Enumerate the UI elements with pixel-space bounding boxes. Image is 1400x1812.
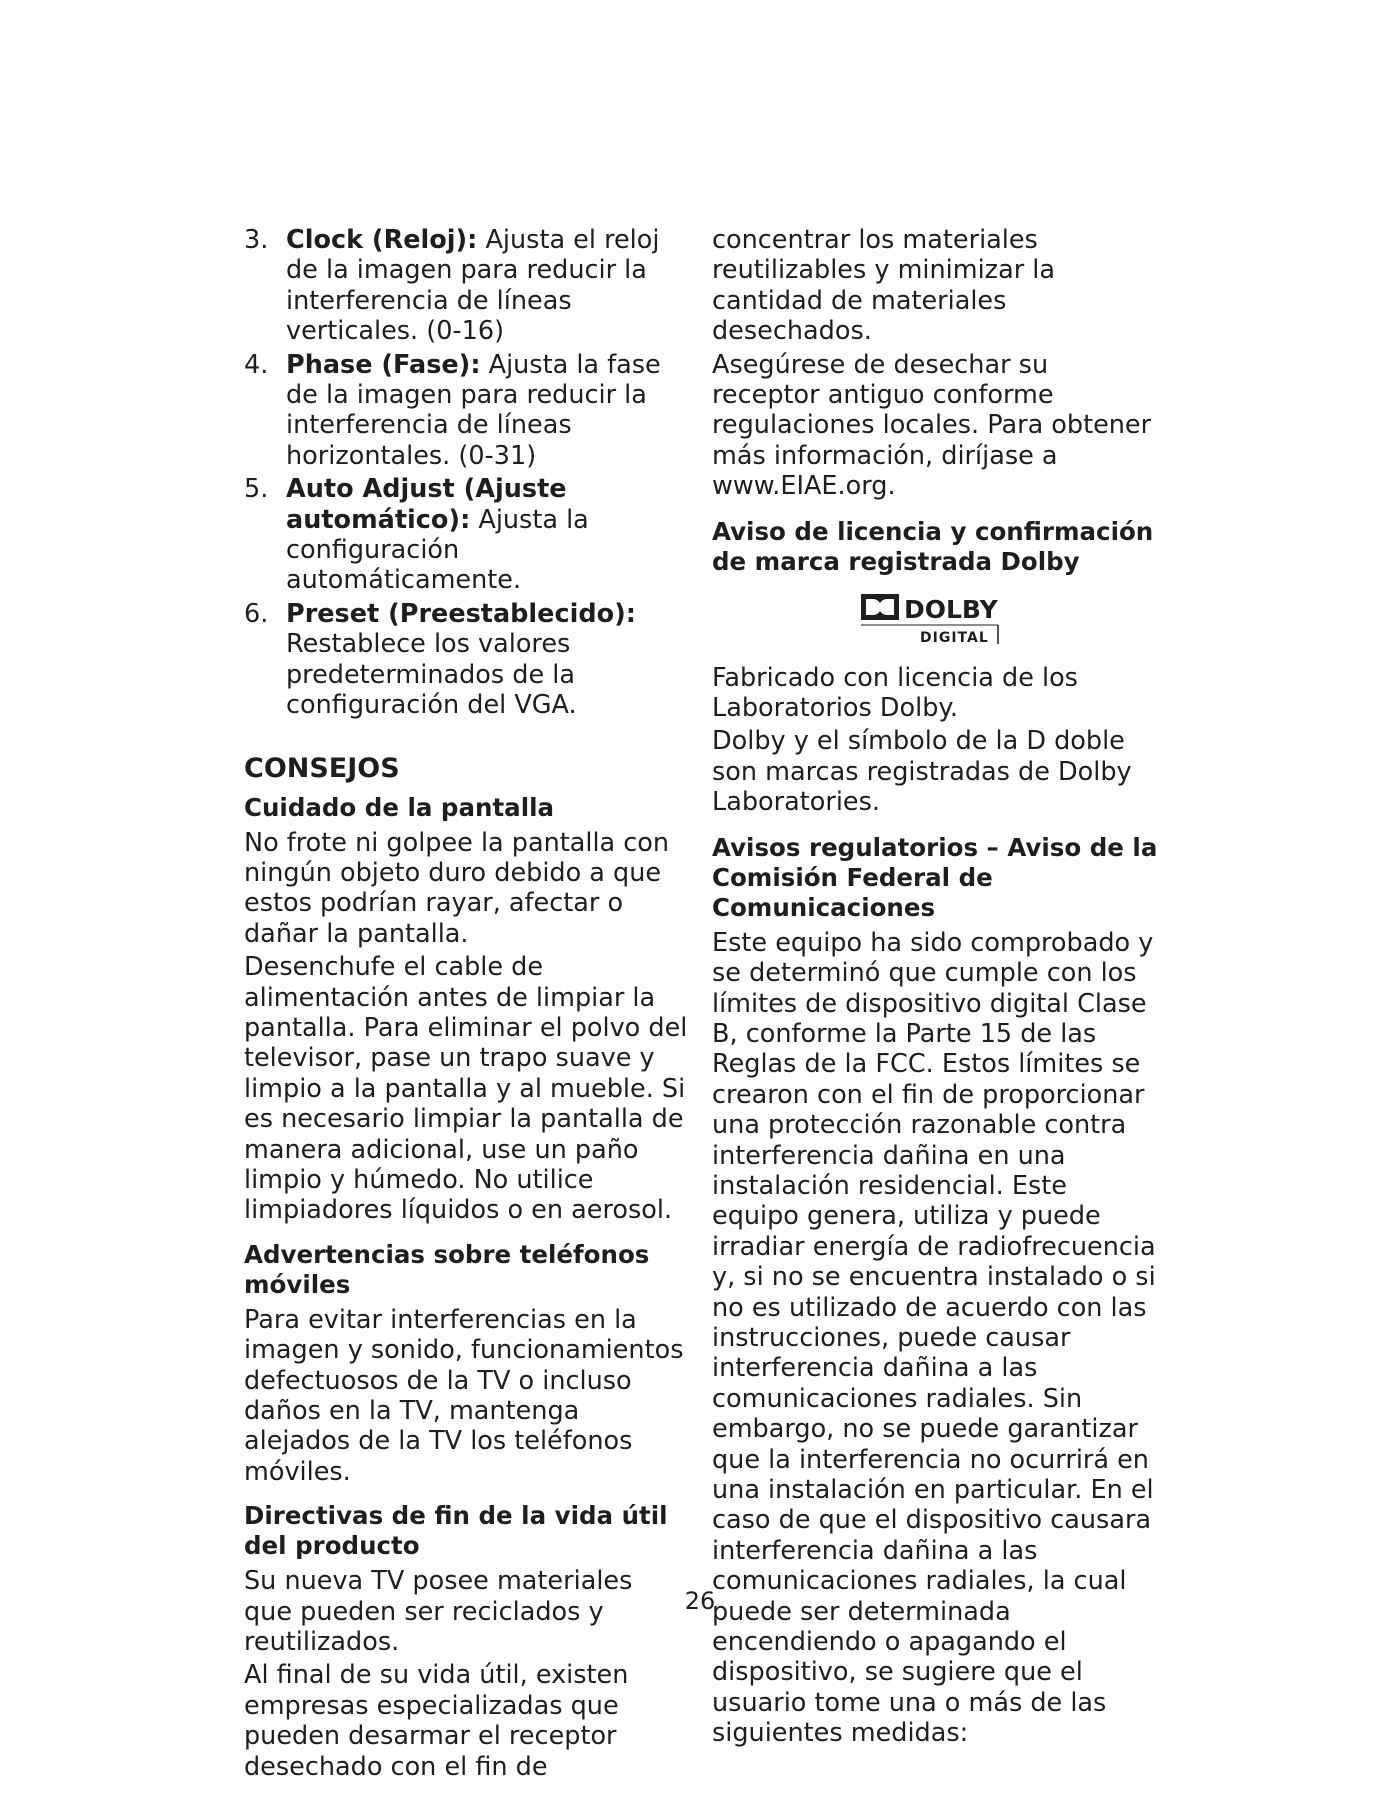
paragraph-dolby-1: Fabricado con licencia de los Laboratorios Dolby. xyxy=(712,662,1078,724)
paragraph-dolby-2: Dolby y el símbolo de la D doble son marcas registradas de Dolby Laboratories. xyxy=(712,726,1132,818)
heading-fcc: Avisos regulatorios – Aviso de la Comisión Federal de Comunicaciones xyxy=(712,832,1158,922)
item-number: 6. xyxy=(244,598,269,629)
item-term: Auto Adjust (Ajuste automático): xyxy=(286,474,567,535)
page-number: 26 xyxy=(684,1587,716,1615)
heading-dolby: Aviso de licencia y confirmación de marca registrada Dolby xyxy=(712,516,1154,576)
dolby-logo-sub: DIGITAL xyxy=(920,629,989,646)
section-title-consejos: CONSEJOS xyxy=(244,752,400,784)
heading-screen-care: Cuidado de la pantalla xyxy=(244,792,555,822)
item-term: Phase (Fase): xyxy=(286,349,481,380)
dolby-digital-logo xyxy=(860,591,1006,647)
list-item xyxy=(244,350,688,472)
item-term: Clock (Reloj): xyxy=(286,225,478,255)
item-text: Restablece los valores predeterminados de la configuración del VGA. xyxy=(286,629,577,721)
item-number: 4. xyxy=(244,349,269,380)
left-column xyxy=(244,225,688,1785)
paragraph-screen-care-2: Desenchufe el cable de alimentación antes de limpiar la pantalla. Para eliminar el polvo del televisor, pase un trapo suave y limpio a la pantalla y al mueble. Si es necesario limpiar la pantalla de manera adicional, use un paño limpio y húmedo. No utilice limpiadores líquidos o en aerosol. xyxy=(244,952,688,1226)
paragraph-screen-care-1: No frote ni golpee la pantalla con ningún objeto duro debido a que estos podrían rayar, afectar o dañar la pantalla. xyxy=(244,827,670,949)
settings-list xyxy=(244,225,688,721)
dolby-logo-area xyxy=(712,587,1160,649)
heading-end-of-life: Directivas de fin de la vida útil del producto xyxy=(244,1501,668,1561)
item-text: Ajusta la fase de la imagen para reducir la interferencia de líneas horizontales. (0-31) xyxy=(286,349,661,471)
heading-phones: Advertencias sobre teléfonos móviles xyxy=(244,1239,650,1299)
paragraph-continued: concentrar los materiales reutilizables y minimizar la cantidad de materiales desechados. xyxy=(712,225,1055,347)
paragraph-fcc: Este equipo ha sido comprobado y se determinó que cumple con los límites de dispositivo digital Clase B, conforme la Parte 15 de las Reglas de la FCC. Estos límites se crearon con el fin de proporcionar una protección razonable contra interferencia dañina en una instalación residencial. Este equipo genera, utiliza y puede irradiar energía de radiofrecuencia y, si no se encuentra instalado o si no es utilizado de acuerdo con las instrucciones, puede causar interferencia dañina a las comunicaciones radiales. Sin embargo, no se puede garantizar que la interferencia no ocurrirá en una instalación en particular. En el caso de que el dispositivo causara interferencia dañina a las comunicaciones radiales, la cual puede ser determinada encendiendo o apagando el dispositivo, se sugiere que el usuario tome una o más de las siguientes medidas: xyxy=(712,927,1156,1749)
item-text: Ajusta la configuración automáticamente. xyxy=(286,504,589,596)
paragraph-dispose: Asegúrese de desechar su receptor antiguo conforme regulaciones locales. Para obtener más información, diríjase a www.EIAE.org. xyxy=(712,349,1152,502)
list-item xyxy=(244,599,688,721)
item-term: Preset (Preestablecido): xyxy=(286,598,636,629)
paragraph-end-of-life-1: Su nueva TV posee materiales que pueden ser reciclados y reutilizados. xyxy=(244,1566,633,1658)
dolby-logo-word: DOLBY xyxy=(904,594,998,624)
list-item xyxy=(244,225,688,347)
list-item xyxy=(244,474,688,596)
paragraph-phones: Para evitar interferencias en la imagen y sonido, funcionamientos defectuosos de la TV o incluso daños en la TV, mantenga alejados de la TV los teléfonos móviles. xyxy=(244,1304,684,1487)
paragraph-end-of-life-2: Al final de su vida útil, existen empresas especializadas que pueden desarmar el receptor desechado con el fin de xyxy=(244,1660,629,1782)
item-text: Ajusta el reloj de la imagen para reducir la interferencia de líneas verticales. (0-16) xyxy=(286,225,660,347)
right-column xyxy=(712,225,1160,1752)
item-number: 3. xyxy=(244,225,269,255)
item-number: 5. xyxy=(244,474,269,505)
